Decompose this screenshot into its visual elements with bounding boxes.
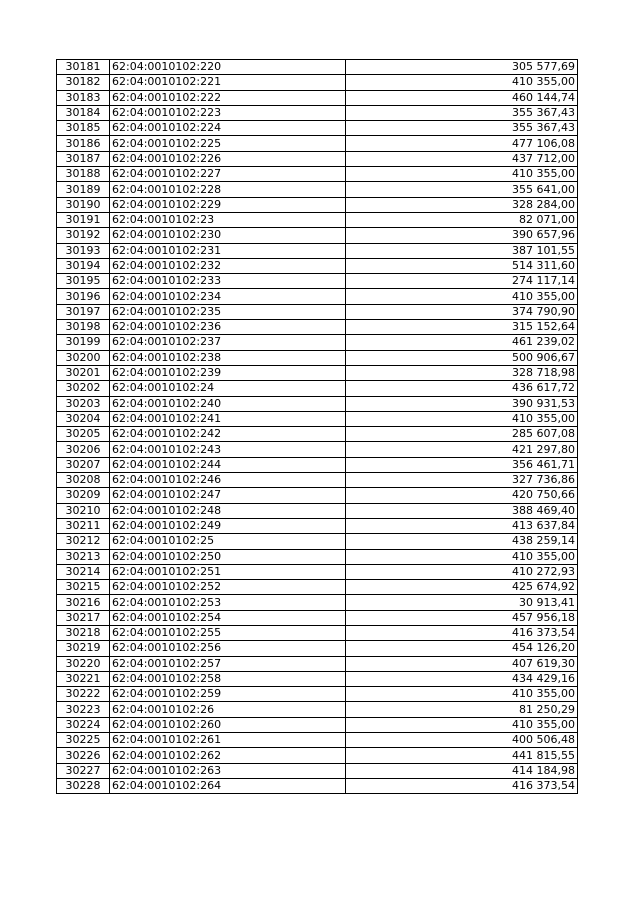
cadastral-number-cell: 62:04:0010102:242	[110, 427, 346, 442]
table-row	[57, 457, 578, 472]
table-row	[57, 488, 578, 503]
cadastral-value-cell: 410 355,00	[346, 717, 578, 732]
table-row	[57, 442, 578, 457]
cadastral-value-cell: 436 617,72	[346, 381, 578, 396]
row-number-cell: 30189	[57, 182, 110, 197]
cadastral-number-cell: 62:04:0010102:24	[110, 381, 346, 396]
cadastral-number-cell: 62:04:0010102:227	[110, 167, 346, 182]
cadastral-number-cell: 62:04:0010102:262	[110, 748, 346, 763]
table-row	[57, 595, 578, 610]
table-row	[57, 656, 578, 671]
row-number-cell: 30223	[57, 702, 110, 717]
row-number-cell: 30216	[57, 595, 110, 610]
table-row	[57, 381, 578, 396]
cadastral-number-cell: 62:04:0010102:236	[110, 320, 346, 335]
row-number-cell: 30200	[57, 350, 110, 365]
row-number-cell: 30220	[57, 656, 110, 671]
table-row	[57, 365, 578, 380]
row-number-cell: 30199	[57, 335, 110, 350]
cadastral-value-table	[56, 59, 578, 794]
row-number-cell: 30192	[57, 228, 110, 243]
table-row	[57, 151, 578, 166]
cadastral-value-cell: 438 259,14	[346, 534, 578, 549]
cadastral-number-cell: 62:04:0010102:257	[110, 656, 346, 671]
cadastral-value-cell: 414 184,98	[346, 763, 578, 778]
cadastral-number-cell: 62:04:0010102:239	[110, 365, 346, 380]
row-number-cell: 30215	[57, 580, 110, 595]
row-number-cell: 30182	[57, 75, 110, 90]
cadastral-number-cell: 62:04:0010102:238	[110, 350, 346, 365]
row-number-cell: 30193	[57, 243, 110, 258]
table-row	[57, 687, 578, 702]
table-body	[57, 60, 578, 794]
cadastral-number-cell: 62:04:0010102:252	[110, 580, 346, 595]
row-number-cell: 30181	[57, 60, 110, 75]
cadastral-number-cell: 62:04:0010102:258	[110, 671, 346, 686]
cadastral-number-cell: 62:04:0010102:26	[110, 702, 346, 717]
row-number-cell: 30194	[57, 258, 110, 273]
table-row	[57, 243, 578, 258]
table-row	[57, 610, 578, 625]
cadastral-number-cell: 62:04:0010102:243	[110, 442, 346, 457]
cadastral-value-cell: 327 736,86	[346, 473, 578, 488]
table-row	[57, 748, 578, 763]
row-number-cell: 30219	[57, 641, 110, 656]
cadastral-number-cell: 62:04:0010102:260	[110, 717, 346, 732]
cadastral-number-cell: 62:04:0010102:255	[110, 625, 346, 640]
cadastral-value-cell: 400 506,48	[346, 733, 578, 748]
cadastral-number-cell: 62:04:0010102:246	[110, 473, 346, 488]
cadastral-value-cell: 355 367,43	[346, 105, 578, 120]
table-row	[57, 212, 578, 227]
row-number-cell: 30217	[57, 610, 110, 625]
cadastral-value-cell: 355 367,43	[346, 121, 578, 136]
cadastral-value-cell: 434 429,16	[346, 671, 578, 686]
cadastral-value-cell: 416 373,54	[346, 778, 578, 793]
row-number-cell: 30196	[57, 289, 110, 304]
cadastral-value-cell: 500 906,67	[346, 350, 578, 365]
row-number-cell: 30226	[57, 748, 110, 763]
row-number-cell: 30205	[57, 427, 110, 442]
cadastral-number-cell: 62:04:0010102:232	[110, 258, 346, 273]
cadastral-value-cell: 328 284,00	[346, 197, 578, 212]
table-row	[57, 702, 578, 717]
row-number-cell: 30222	[57, 687, 110, 702]
row-number-cell: 30211	[57, 518, 110, 533]
row-number-cell: 30207	[57, 457, 110, 472]
table-row	[57, 396, 578, 411]
cadastral-value-cell: 410 355,00	[346, 75, 578, 90]
cadastral-value-cell: 421 297,80	[346, 442, 578, 457]
row-number-cell: 30201	[57, 365, 110, 380]
row-number-cell: 30185	[57, 121, 110, 136]
cadastral-value-cell: 374 790,90	[346, 304, 578, 319]
row-number-cell: 30184	[57, 105, 110, 120]
cadastral-value-cell: 454 126,20	[346, 641, 578, 656]
table-row	[57, 90, 578, 105]
row-number-cell: 30198	[57, 320, 110, 335]
cadastral-value-cell: 410 355,00	[346, 549, 578, 564]
cadastral-value-cell: 410 272,93	[346, 564, 578, 579]
row-number-cell: 30221	[57, 671, 110, 686]
cadastral-value-cell: 356 461,71	[346, 457, 578, 472]
cadastral-number-cell: 62:04:0010102:247	[110, 488, 346, 503]
row-number-cell: 30195	[57, 274, 110, 289]
table-row	[57, 580, 578, 595]
cadastral-number-cell: 62:04:0010102:254	[110, 610, 346, 625]
cadastral-number-cell: 62:04:0010102:263	[110, 763, 346, 778]
table-row	[57, 625, 578, 640]
table-row	[57, 503, 578, 518]
cadastral-value-cell: 285 607,08	[346, 427, 578, 442]
table-row	[57, 335, 578, 350]
table-row	[57, 304, 578, 319]
cadastral-value-cell: 274 117,14	[346, 274, 578, 289]
row-number-cell: 30197	[57, 304, 110, 319]
table-row	[57, 320, 578, 335]
row-number-cell: 30213	[57, 549, 110, 564]
row-number-cell: 30208	[57, 473, 110, 488]
cadastral-number-cell: 62:04:0010102:237	[110, 335, 346, 350]
row-number-cell: 30212	[57, 534, 110, 549]
table-row	[57, 289, 578, 304]
cadastral-value-cell: 390 931,53	[346, 396, 578, 411]
cadastral-value-cell: 81 250,29	[346, 702, 578, 717]
cadastral-number-cell: 62:04:0010102:25	[110, 534, 346, 549]
cadastral-value-cell: 387 101,55	[346, 243, 578, 258]
cadastral-value-cell: 305 577,69	[346, 60, 578, 75]
cadastral-number-cell: 62:04:0010102:249	[110, 518, 346, 533]
row-number-cell: 30183	[57, 90, 110, 105]
cadastral-number-cell: 62:04:0010102:253	[110, 595, 346, 610]
row-number-cell: 30187	[57, 151, 110, 166]
row-number-cell: 30228	[57, 778, 110, 793]
cadastral-number-cell: 62:04:0010102:222	[110, 90, 346, 105]
cadastral-value-cell: 30 913,41	[346, 595, 578, 610]
table-row	[57, 534, 578, 549]
row-number-cell: 30190	[57, 197, 110, 212]
row-number-cell: 30209	[57, 488, 110, 503]
cadastral-number-cell: 62:04:0010102:229	[110, 197, 346, 212]
cadastral-value-cell: 425 674,92	[346, 580, 578, 595]
cadastral-number-cell: 62:04:0010102:233	[110, 274, 346, 289]
cadastral-value-cell: 514 311,60	[346, 258, 578, 273]
cadastral-value-cell: 410 355,00	[346, 289, 578, 304]
table-row	[57, 763, 578, 778]
cadastral-value-cell: 355 641,00	[346, 182, 578, 197]
cadastral-value-cell: 460 144,74	[346, 90, 578, 105]
row-number-cell: 30191	[57, 212, 110, 227]
cadastral-number-cell: 62:04:0010102:230	[110, 228, 346, 243]
table-row	[57, 518, 578, 533]
cadastral-value-cell: 413 637,84	[346, 518, 578, 533]
table-row	[57, 121, 578, 136]
cadastral-number-cell: 62:04:0010102:220	[110, 60, 346, 75]
table-row	[57, 641, 578, 656]
cadastral-value-cell: 82 071,00	[346, 212, 578, 227]
cadastral-number-cell: 62:04:0010102:221	[110, 75, 346, 90]
cadastral-value-cell: 328 718,98	[346, 365, 578, 380]
table-row	[57, 717, 578, 732]
table-row	[57, 105, 578, 120]
row-number-cell: 30214	[57, 564, 110, 579]
cadastral-number-cell: 62:04:0010102:256	[110, 641, 346, 656]
cadastral-value-cell: 315 152,64	[346, 320, 578, 335]
cadastral-value-cell: 410 355,00	[346, 167, 578, 182]
cadastral-number-cell: 62:04:0010102:234	[110, 289, 346, 304]
row-number-cell: 30218	[57, 625, 110, 640]
cadastral-value-cell: 461 239,02	[346, 335, 578, 350]
cadastral-number-cell: 62:04:0010102:228	[110, 182, 346, 197]
cadastral-value-cell: 441 815,55	[346, 748, 578, 763]
cadastral-value-cell: 388 469,40	[346, 503, 578, 518]
cadastral-number-cell: 62:04:0010102:261	[110, 733, 346, 748]
row-number-cell: 30225	[57, 733, 110, 748]
cadastral-number-cell: 62:04:0010102:244	[110, 457, 346, 472]
row-number-cell: 30188	[57, 167, 110, 182]
cadastral-number-cell: 62:04:0010102:259	[110, 687, 346, 702]
row-number-cell: 30202	[57, 381, 110, 396]
table-row	[57, 197, 578, 212]
table-row	[57, 733, 578, 748]
table-row	[57, 564, 578, 579]
cadastral-value-cell: 416 373,54	[346, 625, 578, 640]
cadastral-value-cell: 410 355,00	[346, 687, 578, 702]
cadastral-number-cell: 62:04:0010102:235	[110, 304, 346, 319]
row-number-cell: 30210	[57, 503, 110, 518]
row-number-cell: 30204	[57, 411, 110, 426]
cadastral-number-cell: 62:04:0010102:240	[110, 396, 346, 411]
cadastral-value-cell: 437 712,00	[346, 151, 578, 166]
row-number-cell: 30186	[57, 136, 110, 151]
cadastral-number-cell: 62:04:0010102:250	[110, 549, 346, 564]
cadastral-number-cell: 62:04:0010102:223	[110, 105, 346, 120]
cadastral-number-cell: 62:04:0010102:225	[110, 136, 346, 151]
cadastral-number-cell: 62:04:0010102:23	[110, 212, 346, 227]
table-row	[57, 549, 578, 564]
cadastral-value-cell: 407 619,30	[346, 656, 578, 671]
table-row	[57, 274, 578, 289]
table-row	[57, 182, 578, 197]
cadastral-value-cell: 390 657,96	[346, 228, 578, 243]
cadastral-number-cell: 62:04:0010102:264	[110, 778, 346, 793]
table-row	[57, 473, 578, 488]
table-row	[57, 75, 578, 90]
cadastral-number-cell: 62:04:0010102:241	[110, 411, 346, 426]
cadastral-number-cell: 62:04:0010102:226	[110, 151, 346, 166]
row-number-cell: 30203	[57, 396, 110, 411]
cadastral-value-cell: 457 956,18	[346, 610, 578, 625]
row-number-cell: 30224	[57, 717, 110, 732]
table-row	[57, 427, 578, 442]
table-row	[57, 671, 578, 686]
cadastral-value-cell: 477 106,08	[346, 136, 578, 151]
table-row	[57, 411, 578, 426]
table-row	[57, 167, 578, 182]
table-row	[57, 778, 578, 793]
table-row	[57, 350, 578, 365]
cadastral-value-cell: 410 355,00	[346, 411, 578, 426]
table-row	[57, 60, 578, 75]
cadastral-number-cell: 62:04:0010102:251	[110, 564, 346, 579]
row-number-cell: 30227	[57, 763, 110, 778]
table-row	[57, 258, 578, 273]
cadastral-value-cell: 420 750,66	[346, 488, 578, 503]
row-number-cell: 30206	[57, 442, 110, 457]
cadastral-number-cell: 62:04:0010102:248	[110, 503, 346, 518]
table-row	[57, 136, 578, 151]
cadastral-number-cell: 62:04:0010102:224	[110, 121, 346, 136]
table-row	[57, 228, 578, 243]
cadastral-number-cell: 62:04:0010102:231	[110, 243, 346, 258]
